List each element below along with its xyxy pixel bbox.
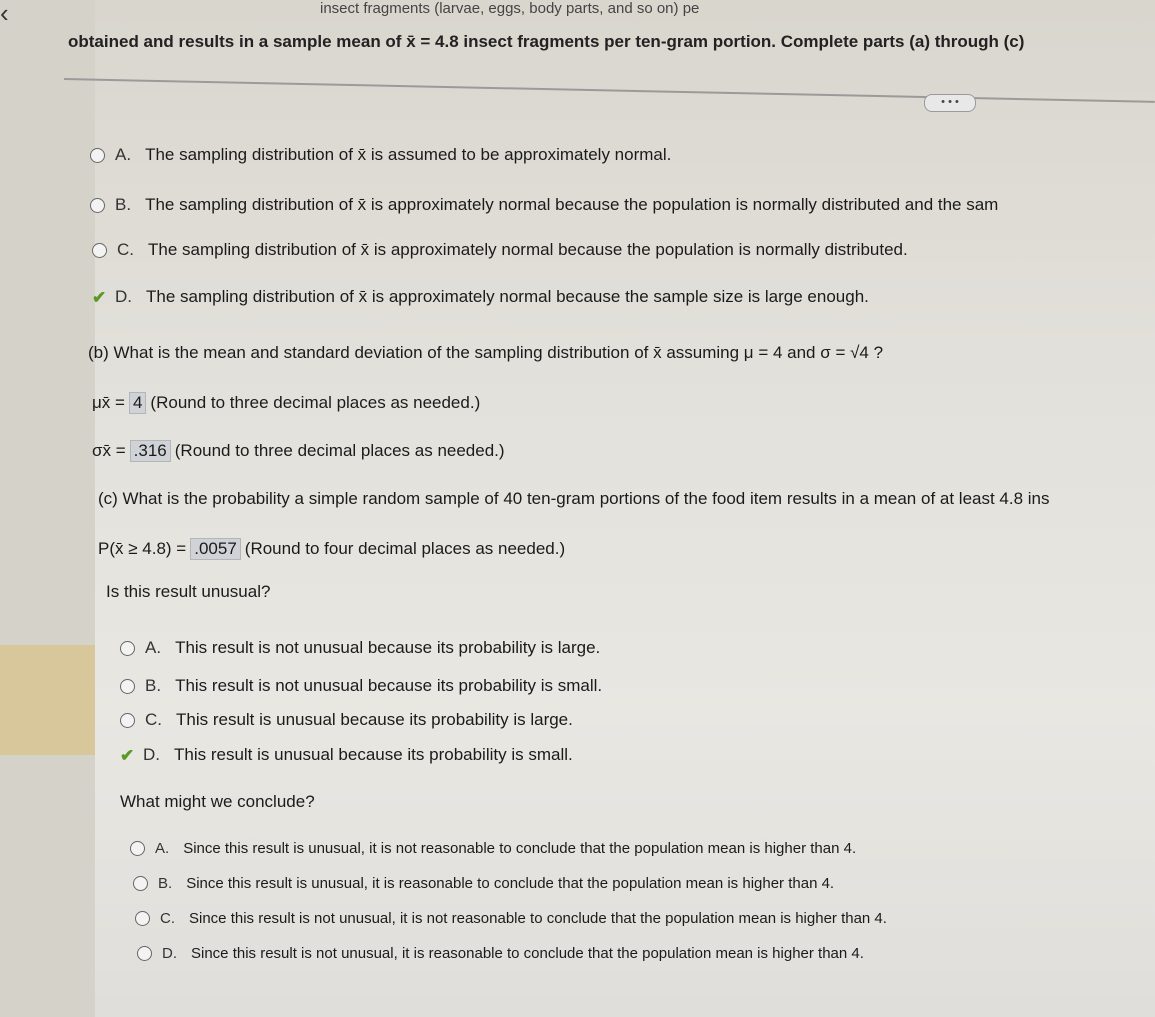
checkmark-icon: ✔ — [92, 287, 107, 307]
probability-note: (Round to four decimal places as needed.) — [244, 539, 566, 558]
radio-button-icon[interactable] — [90, 148, 105, 163]
conclude-option-a[interactable] — [130, 840, 856, 857]
question-header-line2: obtained and results in a sample mean of x̄ = 4.8 insect fragments per ten-gram portion. Complete parts (a) through (c) — [68, 32, 1025, 51]
option-text: This result is not unusual because its probability is large. — [175, 638, 601, 657]
back-arrow-icon[interactable]: ‹ — [0, 0, 9, 28]
unusual-option-c[interactable] — [120, 710, 573, 730]
option-letter: C. — [160, 910, 175, 927]
divider — [64, 78, 1155, 103]
option-text: Since this result is not unusual, it is reasonable to conclude that the population mean is higher than 4. — [191, 945, 864, 962]
unusual-option-b[interactable] — [120, 676, 602, 696]
mean-answer-box[interactable]: 4 — [129, 392, 146, 414]
option-text: The sampling distribution of x̄ is approximately normal because the population is normally distributed. — [148, 240, 908, 259]
option-text: Since this result is not unusual, it is not reasonable to conclude that the population mean is higher than 4. — [189, 910, 887, 927]
option-letter: C. — [117, 240, 134, 259]
radio-button-icon[interactable] — [120, 641, 135, 656]
radio-button-icon[interactable] — [135, 911, 150, 926]
option-text: This result is unusual because its probability is large. — [176, 710, 573, 729]
part-b-question: (b) What is the mean and standard deviation of the sampling distribution of x̄ assuming μ = 4 and σ = √4 ? — [88, 343, 884, 362]
option-text: Since this result is unusual, it is not reasonable to conclude that the population mean is higher than 4. — [183, 840, 857, 857]
option-letter: A. — [115, 145, 132, 164]
conclude-option-d[interactable] — [137, 945, 864, 962]
option-letter: A. — [145, 638, 162, 657]
option-text: This result is unusual because its probability is small. — [174, 745, 573, 764]
conclude-option-c[interactable] — [135, 910, 887, 927]
part-a-option-c[interactable] — [92, 240, 908, 260]
sd-answer-box[interactable]: .316 — [130, 440, 171, 462]
checkmark-icon: ✔ — [120, 745, 135, 765]
question-header-line1: insect fragments (larvae, eggs, body parts, and so on) pe — [320, 0, 700, 17]
sd-label: σx̄ = — [92, 441, 126, 460]
left-highlight-band — [0, 645, 95, 755]
radio-button-icon[interactable] — [137, 946, 152, 961]
radio-button-icon[interactable] — [92, 243, 107, 258]
conclude-option-b[interactable] — [133, 875, 834, 892]
sd-answer-row — [92, 440, 505, 462]
option-letter: C. — [145, 710, 162, 729]
unusual-question: Is this result unusual? — [106, 582, 271, 601]
option-letter: D. — [115, 287, 132, 306]
option-text: The sampling distribution of x̄ is assumed to be approximately normal. — [145, 145, 672, 164]
option-text: The sampling distribution of x̄ is approximately normal because the sample size is large enough. — [146, 287, 869, 306]
radio-button-icon[interactable] — [133, 876, 148, 891]
option-text: Since this result is unusual, it is reasonable to conclude that the population mean is higher than 4. — [186, 875, 835, 892]
conclude-question: What might we conclude? — [120, 792, 315, 811]
option-letter: B. — [145, 676, 162, 695]
probability-label: P(x̄ ≥ 4.8) = — [98, 539, 187, 558]
option-letter: B. — [158, 875, 173, 892]
option-letter: A. — [155, 840, 170, 857]
radio-button-icon[interactable] — [120, 713, 135, 728]
sd-note: (Round to three decimal places as needed.) — [174, 441, 505, 460]
part-c-question: (c) What is the probability a simple random sample of 40 ten-gram portions of the food item results in a mean of at least 4.8 ins — [98, 489, 1050, 508]
option-text: The sampling distribution of x̄ is approximately normal because the population is normally distributed and the sam — [145, 195, 999, 214]
part-a-option-a[interactable] — [90, 145, 671, 165]
unusual-option-a[interactable] — [120, 638, 600, 658]
mean-label: μx̄ = — [92, 393, 125, 412]
option-letter: D. — [143, 745, 160, 764]
unusual-option-d[interactable] — [120, 745, 573, 765]
probability-answer-box[interactable]: .0057 — [190, 538, 241, 560]
more-options-button[interactable]: • • • — [924, 94, 976, 112]
radio-button-icon[interactable] — [130, 841, 145, 856]
left-panel — [0, 0, 95, 1017]
option-letter: B. — [115, 195, 132, 214]
radio-button-icon[interactable] — [120, 679, 135, 694]
part-a-option-d[interactable] — [92, 287, 869, 307]
option-letter: D. — [162, 945, 177, 962]
mean-note: (Round to three decimal places as needed.) — [150, 393, 481, 412]
option-text: This result is not unusual because its probability is small. — [175, 676, 603, 695]
probability-answer-row — [98, 538, 565, 560]
mean-answer-row — [92, 392, 480, 414]
part-a-option-b[interactable] — [90, 195, 998, 215]
radio-button-icon[interactable] — [90, 198, 105, 213]
